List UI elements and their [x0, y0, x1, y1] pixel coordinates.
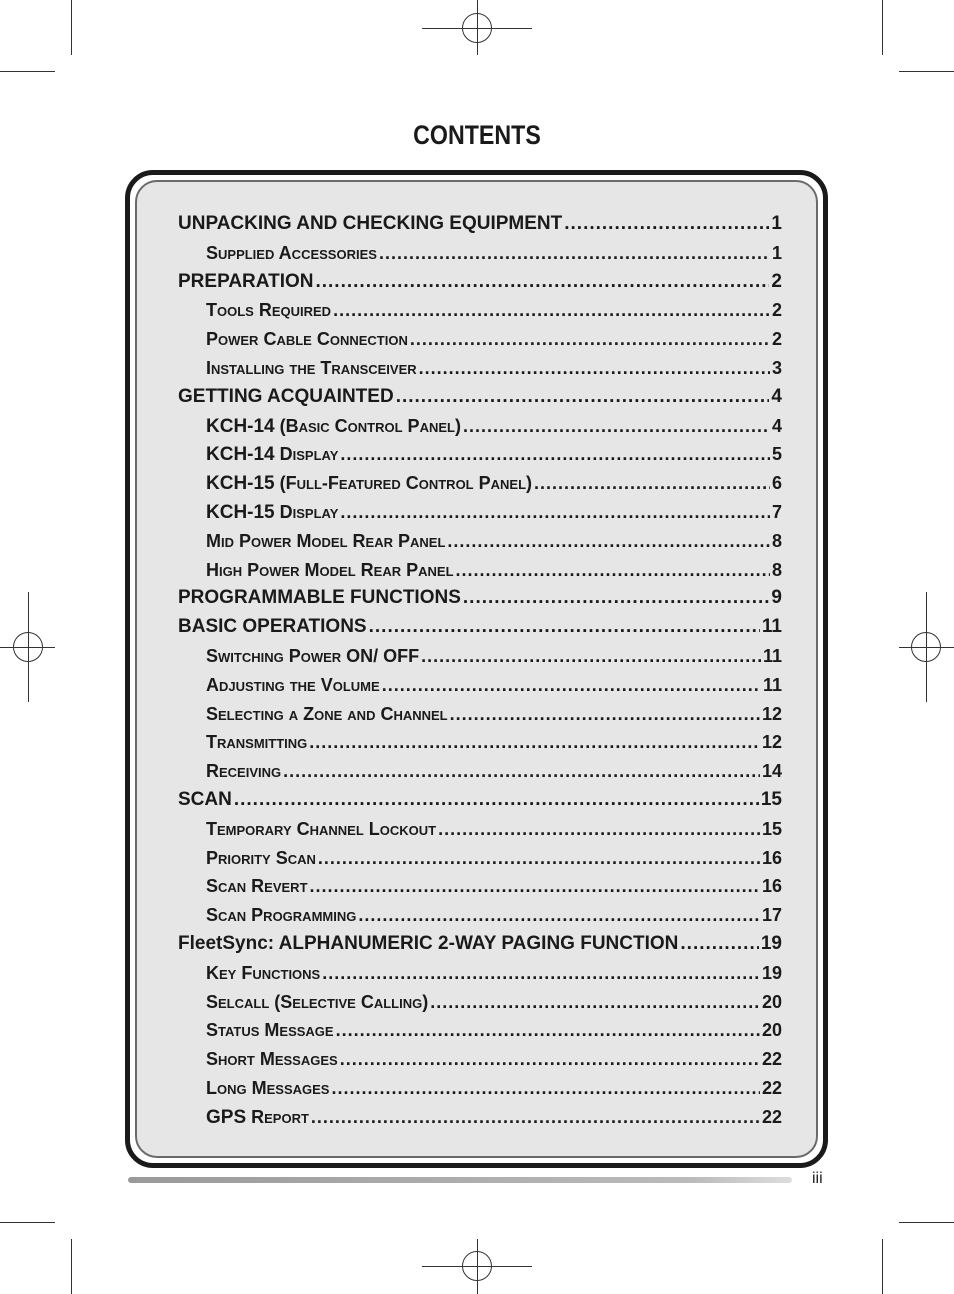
toc-entry[interactable]: GETTING ACQUAINTED ..... 4 — [178, 383, 782, 412]
toc-entry[interactable]: PROGRAMMABLE FUNCTIONS ..... 9 — [178, 584, 782, 613]
toc-entry[interactable]: KCH-15 Display ..... 7 — [178, 498, 782, 527]
toc-entry[interactable]: KCH-14 Display ..... 5 — [178, 440, 782, 469]
toc-entry[interactable]: KCH-14 (Basic Control Panel) ..... 4 — [178, 412, 782, 441]
toc-entry[interactable]: Status Message ..... 20 — [178, 1016, 782, 1045]
toc-entry[interactable]: Supplied Accessories ..... 1 — [178, 239, 782, 268]
toc-entry[interactable]: Installing the Transceiver ..... 3 — [178, 354, 782, 383]
toc-entry[interactable]: Transmitting ..... 12 — [178, 728, 782, 757]
toc-entry[interactable]: Long Messages ..... 22 — [178, 1074, 782, 1103]
toc-entry[interactable]: Scan Programming ..... 17 — [178, 901, 782, 930]
toc-entry[interactable]: Temporary Channel Lockout ..... 15 — [178, 815, 782, 844]
toc-entry[interactable]: Receiving ..... 14 — [178, 757, 782, 786]
toc-entry[interactable]: KCH-15 (Full-Featured Control Panel) ..... 6 — [178, 469, 782, 498]
toc-entry[interactable]: Priority Scan ..... 16 — [178, 844, 782, 873]
toc-entry[interactable]: Selcall (Selective Calling) ..... 20 — [178, 988, 782, 1017]
toc-entry[interactable]: PREPARATION ..... 2 — [178, 268, 782, 297]
toc-entry[interactable]: Scan Revert ..... 16 — [178, 872, 782, 901]
footer-rule — [128, 1177, 792, 1183]
toc-entry[interactable]: Selecting a Zone and Channel ..... 12 — [178, 700, 782, 729]
toc-entry[interactable]: Adjusting the Volume ..... 11 — [178, 671, 782, 700]
toc-entry[interactable]: Short Messages ..... 22 — [178, 1045, 782, 1074]
toc-entry[interactable]: Power Cable Connection ..... 2 — [178, 325, 782, 354]
toc-entry[interactable]: SCAN ..... 15 — [178, 786, 782, 815]
toc-entry[interactable]: BASIC OPERATIONS ..... 11 — [178, 613, 782, 642]
toc-entry[interactable]: Switching Power ON/ OFF ..... 11 — [178, 642, 782, 671]
page-title: CONTENTS — [413, 120, 541, 150]
toc-entry[interactable]: FleetSync: ALPHANUMERIC 2-WAY PAGING FUNCTION ..... 19 — [178, 930, 782, 959]
toc-entry[interactable]: UNPACKING AND CHECKING EQUIPMENT ..... 1 — [178, 210, 782, 239]
toc-entry[interactable]: High Power Model Rear Panel ..... 8 — [178, 556, 782, 585]
toc-entry[interactable]: Key Functions ..... 19 — [178, 959, 782, 988]
toc-entry[interactable]: Mid Power Model Rear Panel ..... 8 — [178, 527, 782, 556]
table-of-contents — [178, 210, 782, 1132]
page-number: iii — [812, 1170, 823, 1187]
toc-entry[interactable]: Tools Required ..... 2 — [178, 296, 782, 325]
toc-entry[interactable]: GPS Report ..... 22 — [178, 1103, 782, 1132]
